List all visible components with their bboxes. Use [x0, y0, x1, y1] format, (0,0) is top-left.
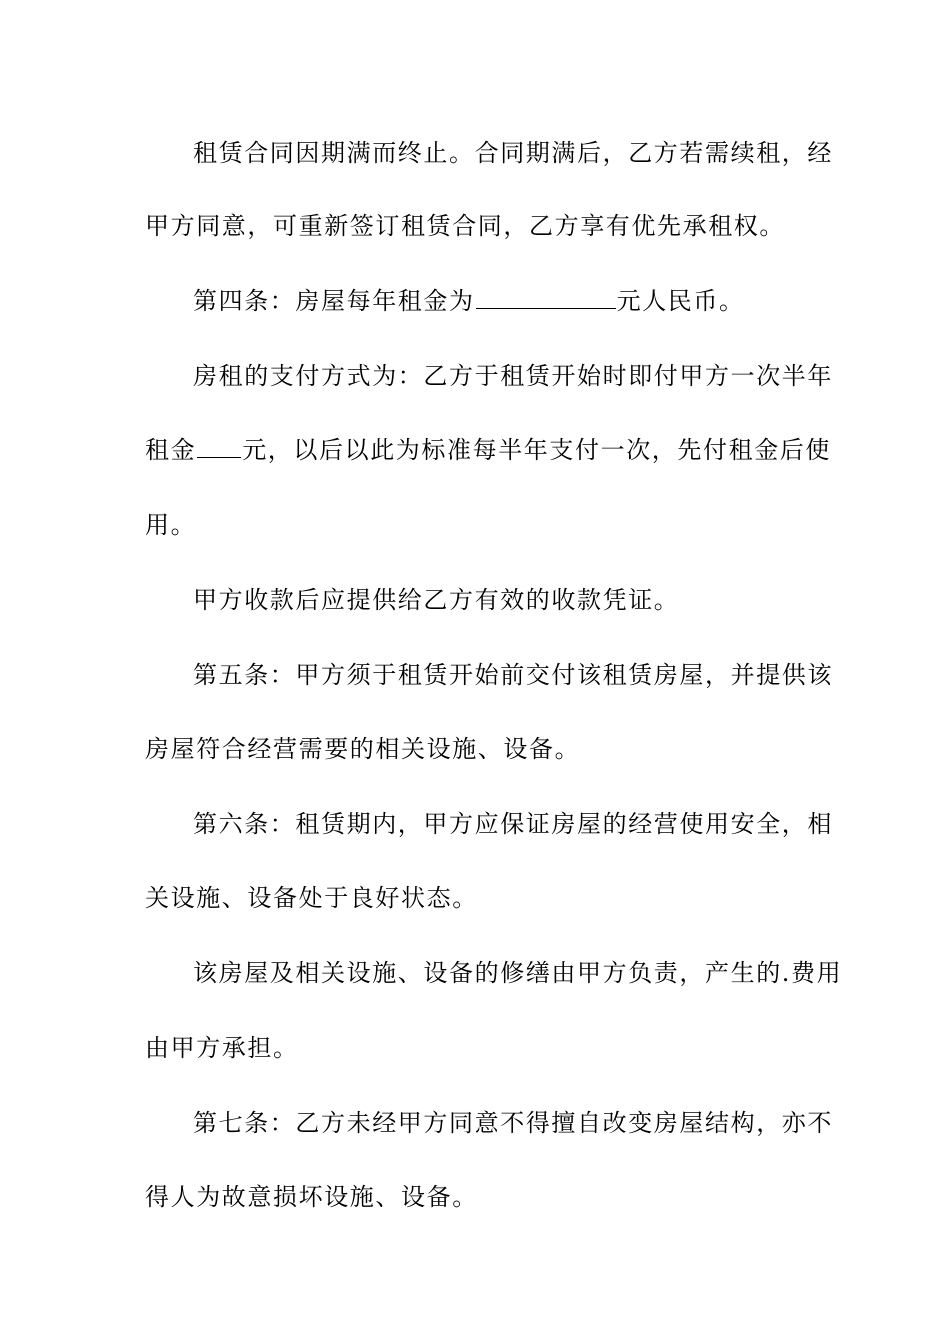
line-text: 房屋符合经营需要的相关设施、设备。	[145, 735, 581, 763]
line-text: 用。	[145, 511, 197, 539]
half-year-rent-blank	[197, 435, 241, 458]
line-text: 第六条：租赁期内，甲方应保证房屋的经营使用安全，相	[193, 810, 833, 838]
annual-rent-blank	[476, 286, 616, 309]
article-4-rent-line	[193, 285, 807, 317]
paragraph-line	[145, 509, 807, 541]
line-text: 租金	[145, 436, 197, 464]
line-text: 该房屋及相关设施、设备的修缮由甲方负责，产生的.费用	[193, 959, 843, 987]
article-7-line	[193, 1107, 833, 1139]
line-text: 甲方同意，可重新签订租赁合同，乙方享有优先承租权。	[145, 212, 785, 240]
line-text: 房租的支付方式为：乙方于租赁开始时即付甲方一次半年	[193, 362, 833, 390]
paragraph-line	[193, 957, 843, 989]
paragraph-line	[145, 1032, 807, 1064]
line-text: 租赁合同因期满而终止。合同期满后，乙方若需续租，经	[193, 139, 833, 167]
paragraph-line	[193, 584, 807, 616]
article-5-line	[193, 659, 833, 691]
line-text: 第四条：房屋每年租金为	[193, 287, 475, 315]
half-year-rent-line	[145, 434, 832, 466]
paragraph-line	[145, 210, 807, 242]
line-text: 由甲方承担。	[145, 1034, 299, 1062]
line-text: 元，以后以此为标准每半年支付一次，先付租金后使	[242, 436, 832, 464]
paragraph-line	[193, 137, 833, 169]
paragraph-line	[145, 733, 807, 765]
line-text: 元人民币。	[616, 287, 745, 315]
line-text: 甲方收款后应提供给乙方有效的收款凭证。	[193, 586, 680, 614]
line-text: 关设施、设备处于良好状态。	[145, 884, 478, 912]
paragraph-line	[193, 360, 833, 392]
paragraph-line	[145, 1181, 807, 1213]
article-6-line	[193, 808, 833, 840]
line-text: 第七条：乙方未经甲方同意不得擅自改变房屋结构，亦不	[193, 1109, 833, 1137]
line-text: 得人为故意损坏设施、设备。	[145, 1183, 478, 1211]
line-text: 第五条：甲方须于租赁开始前交付该租赁房屋，并提供该	[193, 661, 833, 689]
paragraph-line	[145, 882, 807, 914]
